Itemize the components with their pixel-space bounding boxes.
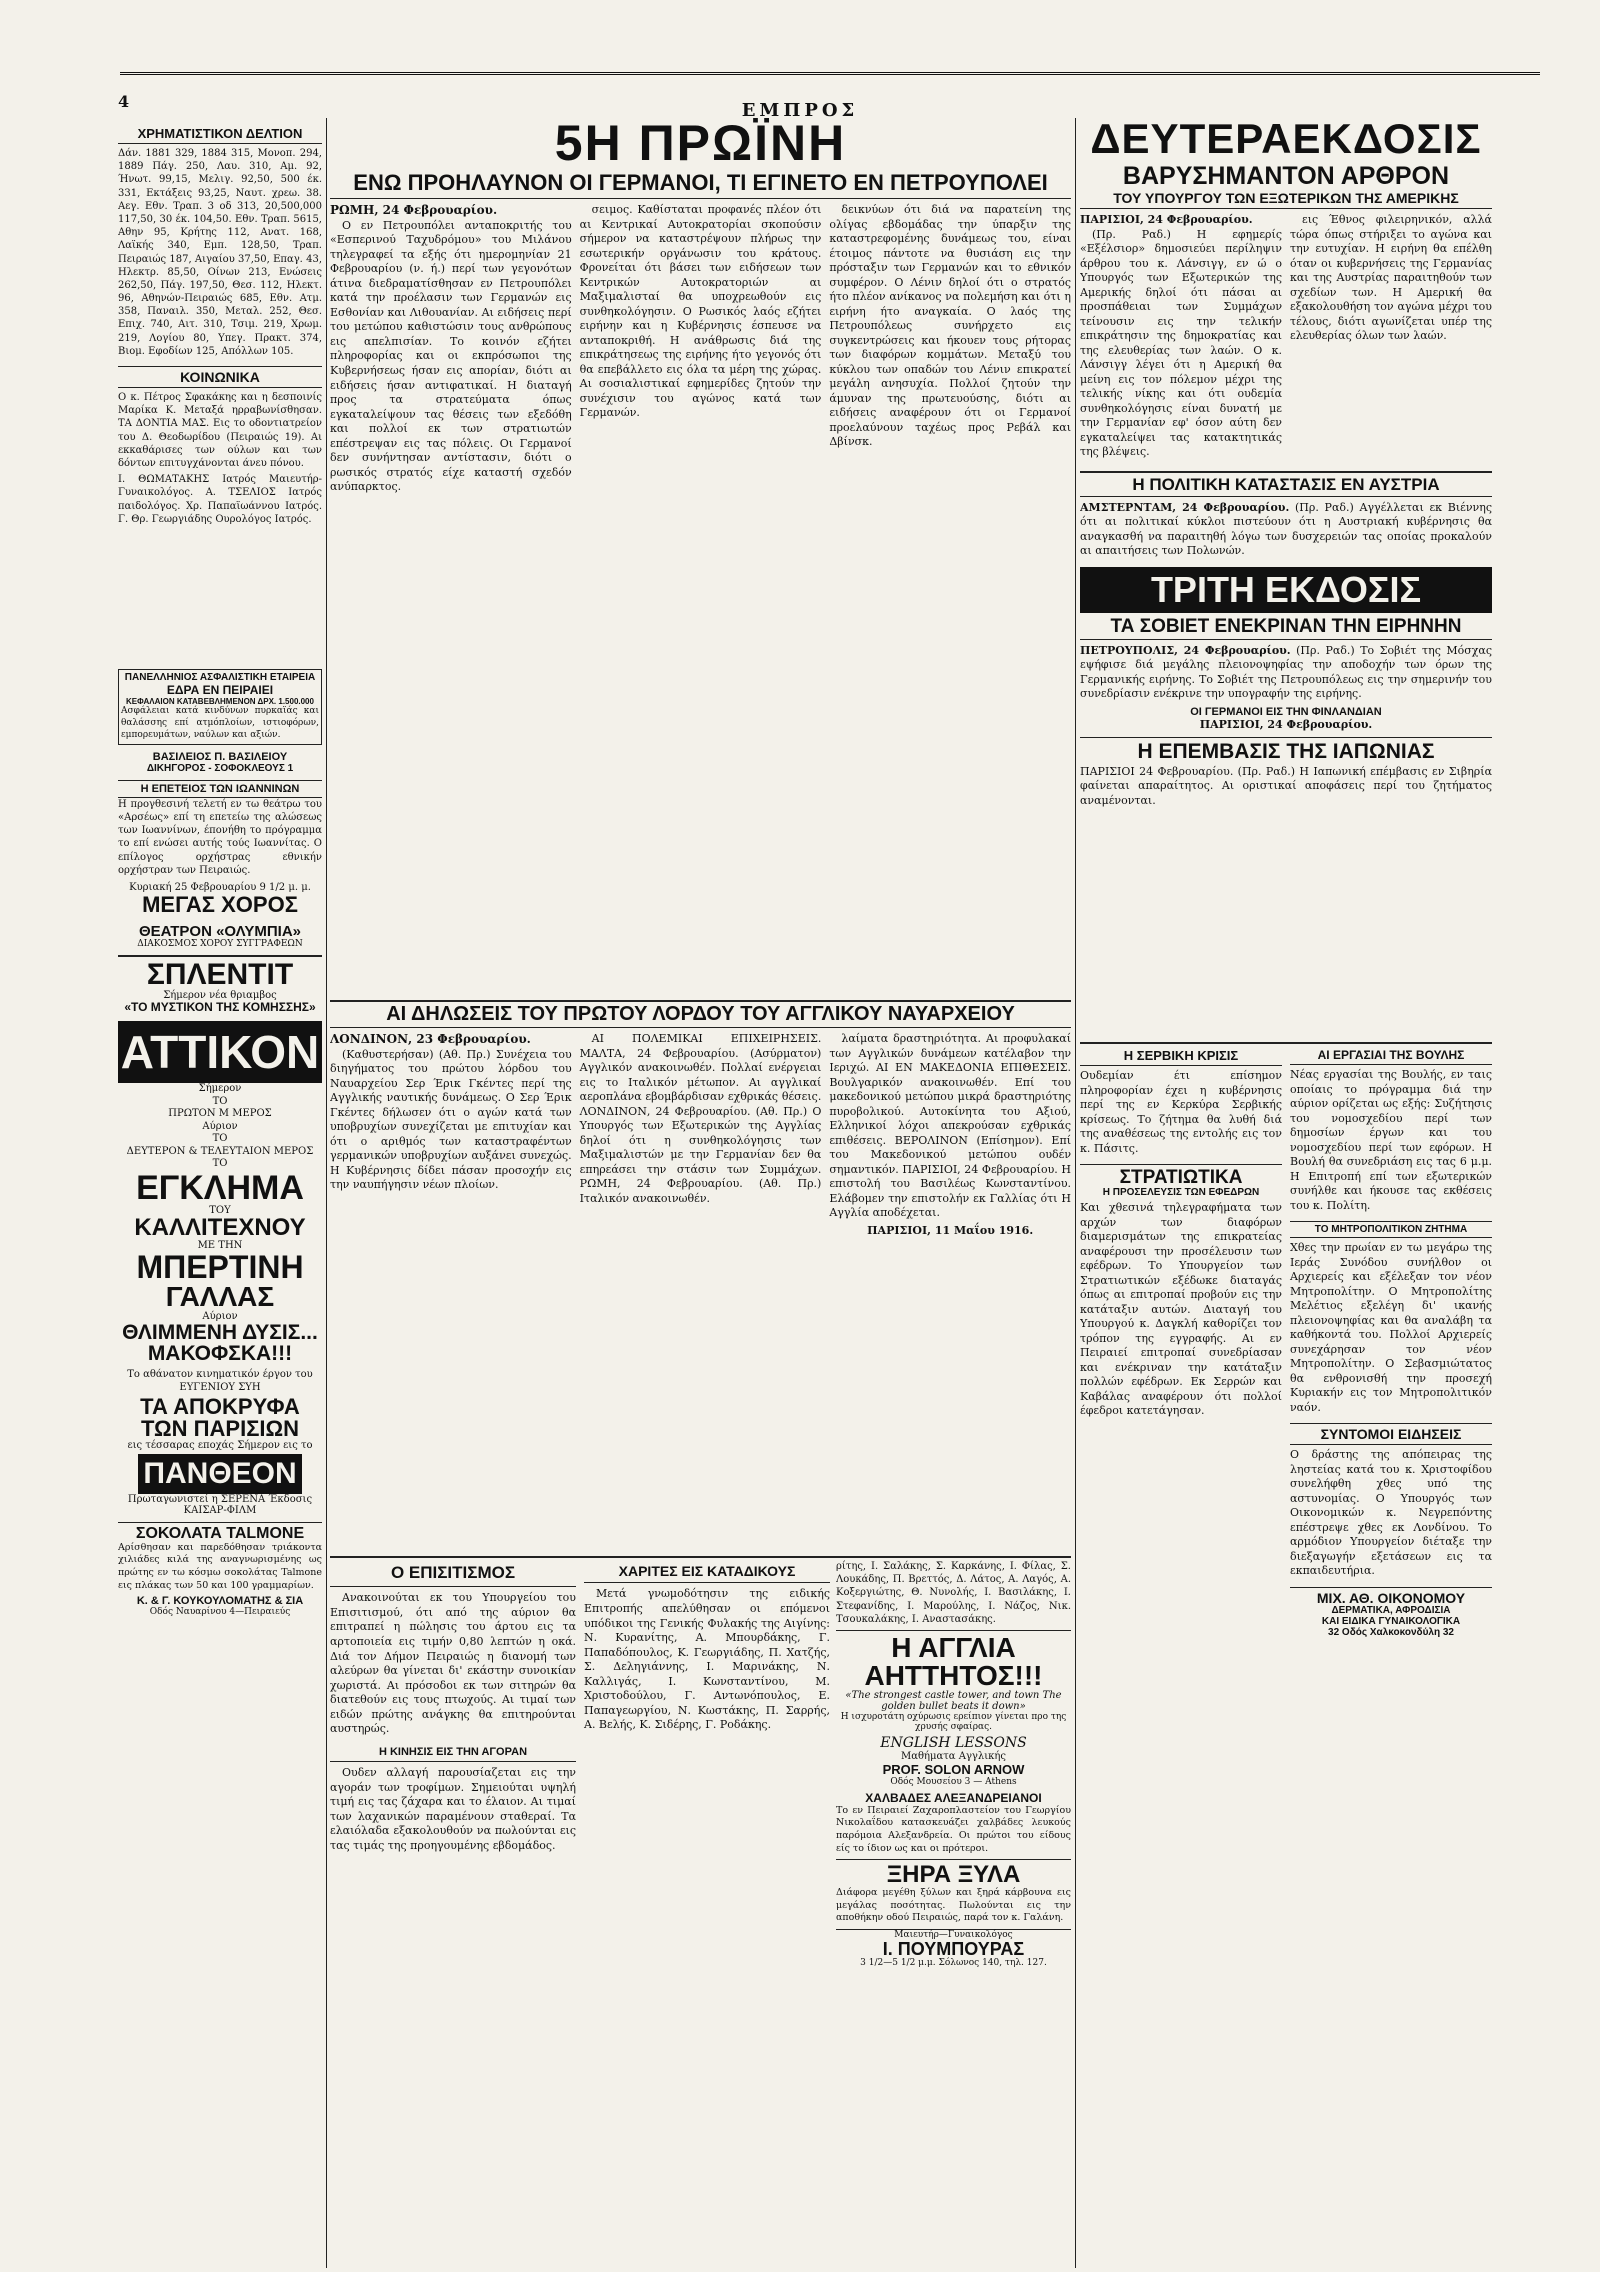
soviet-body xyxy=(1080,644,1492,702)
article-headline-2: ΤΟΥ ΥΠΟΥΡΓΟΥ ΤΩΝ ΕΞΩΤΕΡΙΚΩΝ ΤΗΣ ΑΜΕΡΙΚΗΣ xyxy=(1080,191,1492,209)
navy-paragraph: (Καθυστερήσαν) (Αθ. Πρ.) Συνέχεια του διηγήματος του πρώτου λόρδου του Ναυαρχείου Σερ Έρικ Γκέντες περί της Αγγλικής ναυτικής δυνάμεως. Ο Σερ Έρικ Γκέντες δήλωσεν ότι ο αγών κατά των υποβρυχίων συνεχίζεται με επιτυχίαν και ότι ο αριθμός των καταστραφέντων γερμανικών υποβρυχίων αυξάνει συνεχώς. Η Κυβέρνησις δίδει πάσαν προσοχήν εις την ναυπήγησιν νέων πλοίων. xyxy=(330,1047,572,1192)
military-text: Και χθεσινά τηλεγραφήματα των αρχών των διαφόρων διαμερισμάτων της επικρατείας αναφέρουσι την προσέλευσιν των εφέδρων. Το Υπουργείον των Στρατιωτικών εξέδωκε διαταγάς όπως αι επιτροπαί προβούν εις την κατάταξιν αυτών. Διαταγή του Υπουργού κ. Δαγκλή καθορίζει τον τρόπον της εγγραφής. Αι εν Πειραιεί επιτροπαί συνεδρίασαν και ενέκριναν την κατάταξιν πολλών εφέδρων. Εκ Σερρών και Καβάλας αναφέρουν ότι πολλοί έφεδροι κατετάγησαν. xyxy=(1080,1201,1282,1418)
lawyer-ad xyxy=(118,751,322,774)
austria-body xyxy=(1080,501,1492,559)
article-dateline: ΡΩΜΗ, 24 Φεβρουαρίου. xyxy=(330,203,498,217)
tomorrow: Αύριον xyxy=(202,1310,238,1322)
navy-col-2 xyxy=(580,1032,822,1238)
supply-title: Ο ΕΠΙΣΙΤΙΣΜΟΣ xyxy=(330,1560,576,1587)
charity-paragraph: Μετά γνωμοδότησιν της ειδικής Επιτροπής απελύθησαν οι επόμενοι υπόδικοι της Γενικής Φυλακής της Αιγίνης: Ν. Κυρανίτης, Α. Μπουρδάκης, Γ. Παπαδόπουλος, Κ. Γεωργιάδης, Π. Χατζής, Σ. Δεληγιάννης, Ι. Μαρινάκης, Ν. Καλλιγάς, Ι. Κωνσταντίνου, Μ. Χριστοδούλου, Γ. Αντωνόπουλος, Ε. Παπαγεωργίου, Ν. Κωστάκης, Π. Σαρρής, Α. Βελής, Κ. Σιδέρης, Γ. Ροδάκης. xyxy=(584,1587,830,1732)
navy-col-3 xyxy=(829,1032,1071,1238)
navy-article xyxy=(330,1004,1071,1552)
lawyer-name: ΒΑΣΙΛΕΙΟΣ Π. ΒΑΣΙΛΕΙΟΥ xyxy=(152,750,288,763)
parliament-title: ΑΙ ΕΡΓΑΣΙΑΙ ΤΗΣ ΒΟΥΛΗΣ xyxy=(1290,1046,1492,1065)
article-paragraph: δεικνύων ότι διά να παρατείνη της ολίγας εβδομάδας την ύπαρξιν της καταστρεφομένης δυνάμεως του, είναι έτοιμος πάντοτε να θυσιάση εις την πρόσταξιν των Γερμανών και το εθνικόν συμφέρον. Ο Λένιν δηλοί ότι ο στρατός ήτο πλέον ανίκανος να πολεμήση και ότι η ειρήνη ήτο αναγκαία. Ο λαός της Πετρουπόλεως συνήρχετο εις συγκεντρώσεις και ήκουεν τους ρήτορας των διαφόρων κομμάτων. Μεταξύ του κύκλου των οπαδών του Λένιν επικρατεί μεγάλη ανησυχία. Πολλοί ζητούν την άμυναν της πρωτευούσης, διότι αι ειδήσεις αναφέρουν ότι οι Γερμανοί προελαύνουν ταχέως προς Ρεβάλ και Δβίνσκ. xyxy=(829,203,1071,449)
section-rule xyxy=(1080,1042,1492,1044)
crime-title: ΕΓΚΛΗΜΑ xyxy=(136,1168,304,1207)
article-columns xyxy=(330,203,1071,498)
attikon-line: Σήμερον xyxy=(198,1083,242,1095)
navy-paragraph: ΑΙ ΠΟΛΕΜΙΚΑΙ ΕΠΙΧΕΙΡΗΣΕΙΣ. ΜΑΛΤΑ, 24 Φεβρουαρίου. (Ασύρματον) Αγγλικόν ανακοινωθέν. Πολλαί ενέργειαι εις το Ιταλικόν μέτωπον. Αι αγγλικαί αεροπλάνα εβομβάρδισαν εχθρικάς θέσεις. ΛΟΝΔΙΝΟΝ, 24 Φεβρουαρίου. (Αθ. Πρ.) Ο Υπουργός των Εξωτερικών της Αγγλίας δηλοί ότι η συνθηκολόγησις των Μαξιμαλιστών με την Γερμανίαν δεν θα επηρεάσει την στάσιν των Συμμάχων. ΡΩΜΗ, 24 Φεβρουαρίου. (Αθ. Πρ.) Ιταλικόν ανακοινωθέν. xyxy=(579,1032,822,1205)
england-title: Η ΑΓΓΛΙΑ ΑΗΤΤΗΤΟΣ!!! xyxy=(836,1630,1071,1690)
doctor-specialty: Μαιευτήρ—Γυναικολόγος xyxy=(836,1929,1071,1940)
splendid-title: ΣΠΛΕΝΤΙΤ xyxy=(118,955,322,990)
ioannina-text: Η προγθεσινή τελετή εν τω θεάτρω του «Αρσέως» επί τη επετείω της αλώσεως των Ιωαννίνων, έπονήθη το πρόγραμμα το επί ενώσει αυτής τούς Ιωαννίτας. Ο επίλογος ορχήστρας εθνικήν ορχήστραν των Πειραιώς. xyxy=(118,798,322,876)
section-rule xyxy=(330,1556,1071,1558)
article-paragraph: Ο εν Πετρουπόλει ανταποκριτής του «Εσπερινού Ταχυδρόμου» του Μιλάνου τηλεγραφεί τα εξής ότι ημερομηνίαν 21 Φεβρουαρίου (ν. ή.) περί των γεγονότων άτινα διεδραματίσθησαν εν Πετρουπόλει κατά την προέλασιν των Γερμανών εις Εσθονίαν και Λιθουανίαν. Αι ειδήσεις περί του μετώπου καθιστώσιν τους ανθρώπους εις απελπισίαν. Το κοινόν εζήτει πληροφορίας και οι εκπρόσωποι της Κυβερνήσεως ήσαν εις απορίαν, διότι αι ειδήσεις ήσαν αντιφατικαί. Η διαταγή προς τα στρατεύματα όπως εγκαταλείψουν τας θέσεις των εξεδόθη και πολλοί εκ των στρατιωτών επέστρεψαν εις τας πόλεις. Οι Γερμανοί δεν συνήντησαν αντίστασιν, διότι ο ρωσικός στρατός είχε καταστή σχεδόν ανύπαρκτος. xyxy=(330,218,572,494)
halva-title: ΧΑΛΒΑΔΕΣ ΑΛΕΞΑΝΔΡΕΙΑΝΟΙ xyxy=(865,1790,1042,1805)
attikon-title: ΑΤΤΙΚΟΝ xyxy=(118,1021,322,1083)
chocolate-address: Οδός Ναυαρίνου 4—Πειραιεύς xyxy=(149,1607,291,1618)
attikon-line: ΠΡΩΤΟΝ Μ ΜΕΡΟΣ xyxy=(168,1108,272,1120)
attikon-lines xyxy=(118,1083,322,1171)
dance-date: Κυριακή 25 Φεβρουαρίου 9 1/2 μ. μ. xyxy=(129,881,311,893)
serbia-text: Ουδεμίαν έτι επίσημον πληροφορίαν έχει η κυβέρνησις περί της εν Κερκύρα Σερβικής κρίσεως. Το ζήτημα θα λυθή διά της αναθέσεως της εντολής εις τον κ. Πάσιτς. xyxy=(1080,1069,1282,1155)
attikon-line: ΤΟ xyxy=(212,1095,228,1107)
paris-dateline: ΠΑΡΙΣΙΟΙ, 24 Φεβρουαρίου. xyxy=(1199,717,1373,731)
market-move-paragraph: Ουδεν αλλαγή παρουσίαζεται εις την αγοράν των τροφίμων. Σημειούται υψηλή τιμή εις τας ζάχαρα και το έλαιον. Αι τιμαί των λαχανικών παραμένουν σταθεραί. Τα ελαιόλαδα εξακολουθούν να πωλούνται εις τας τιμάς της προηγουμένης εβδομάδος. xyxy=(330,1766,576,1852)
right-top-section xyxy=(1080,118,1492,1038)
supply-section xyxy=(330,1560,830,2250)
supply-col-2 xyxy=(584,1560,830,1856)
attikon-line: ΔΕΥΤΕΡΟΝ & ΤΕΛΕΥΤΑΙΟΝ ΜΕΡΟΣ xyxy=(126,1145,314,1157)
crime-actress2: ΓΑΛΛΑΣ xyxy=(165,1280,275,1312)
soviet-headline: ΤΑ ΣΟΒΙΕΤ ΕΝΕΚΡΙΝΑΝ ΤΗΝ ΕΙΡΗΝΗΝ xyxy=(1080,617,1492,640)
lansing-dateline: ΠΑΡΙΣΙΟΙ, 24 Φεβρουαρίου. xyxy=(1080,213,1253,226)
masthead-rule xyxy=(120,72,1540,75)
market-title: ΧΡΗΜΑΤΙΣΤΙΚΟΝ ΔΕΛΤΙΟΝ xyxy=(118,124,322,144)
social-text: Ο κ. Πέτρος Σφακάκης και η δεσποινίς Μαρίκα Κ. Μεταξά ηρραβωνίσθησαν. ΤΑ ΔΟΝΤΙΑ ΜΑΣ. Εις το οδοντιατρείον του Δ. Θεοδωρίδου (Πειραιώς 19). Αι εκκαθάρισες των ούλων και των δόντων επιτυγχάνονται άνευ πόνου. xyxy=(118,392,322,469)
military-sub: Η ΠΡΟΣΕΛΕΥΣΙΣ ΤΩΝ ΕΦΕΔΡΩΝ xyxy=(1102,1187,1260,1199)
left-column xyxy=(118,124,322,2254)
serbia-title: Η ΣΕΡΒΙΚΗ ΚΡΙΣΙΣ xyxy=(1080,1046,1282,1066)
professor-name: PROF. SOLON ARNOW xyxy=(882,1761,1025,1777)
crime-artist: ΚΑΛΛΙΤΕΧΝΟΥ xyxy=(134,1213,306,1241)
doctor-name: Ι. ΠΟΥΜΠΟΥΡΑΣ xyxy=(882,1938,1025,1959)
right-bottom-col-1 xyxy=(1080,1046,1282,2250)
article-col-2 xyxy=(580,203,822,498)
chocolate-seller: Κ. & Γ. ΚΟΥΚΟΥΛΟΜΑΤΗΣ & ΣΙΑ xyxy=(136,1595,304,1608)
main-headline: ΕΝΩ ΠΡΟΗΛΑΥΝΟΝ ΟΙ ΓΕΡΜΑΝΟΙ, ΤΙ ΕΓΙΝΕΤΟ ΕΝ ΠΕΤΡΟΥΠΟΛΕΙ xyxy=(330,172,1071,199)
navy-columns xyxy=(330,1032,1071,1238)
third-edition-title: ΤΡΙΤΗ ΕΚΔΟΣΙΣ xyxy=(1080,567,1492,613)
market-text: Δάν. 1881 329, 1884 315, Μονοπ. 294, 1889 Πάγ. 250, Λαυ. 310, Αμ. 92, Ήνωτ. 99,15, Μελιγ. 92,50, 500 έκ. 331, Εκτάξεις 93,25, Ναυτ. χρεω. 38. Αεγ. Εθν. Τραπ. 3 οδ 313, 20,500,000 117,50, 30 έκ. 104,50. Εθν. Τραπ. 5615, Αθην 95, Κρήτης 112, Ανατ. 168, Λαϊκής 340, Εμπ. 128,50, Τραπ. Πειραιώς 187, Αιγαίου 37,50, Επαγ. 43, Ηλεκτρ. 85,50, Οίνων 213, Ενώσεις 262,50, Πάγ. 197,50, Θεσ. 112, Ηλεκτ. 96, Αθηνών-Πειραιώς 685, Εθν. Ατμ. 358, Παναιλ. 350, Μεταλ. 252, Θεσ. Επιχ. 740, Αιτ. 310, Τσιμ. 219, Χρωμ. 219, Λογίου 80, Υπεγ. Πρακτ. 374, Βιομ. Εφοδίων 125, Απόλλων 105. xyxy=(118,148,322,357)
page-number: 4 xyxy=(118,92,130,111)
supply-col-1 xyxy=(330,1560,576,1856)
theatre-olympia: ΘΕΑΤΡΟΝ «ΟΛΥΜΠΙΑ» xyxy=(138,923,302,941)
navy-headline: ΑΙ ΔΗΛΩΣΕΙΣ ΤΟΥ ΠΡΩΤΟΥ ΛΟΡΔΟΥ ΤΟΥ ΑΓΓΛΙΚΟΥ ΝΑΥΑΡΧΕΙΟΥ xyxy=(330,1004,1071,1028)
england-quote: Η ισχυροτάτη οχύρωσις ερείπιον γίνεται προ της χρυσής σφαίρας. xyxy=(840,1711,1067,1732)
doctor2-ad xyxy=(1290,1587,1492,1638)
theatre-olympia-sub: ΔΙΑΚΟΣΜΟΣ ΧΟΡΟΥ ΣΥΓΓΡΑΦΕΩΝ xyxy=(137,939,303,950)
attikon-line: ΤΟ xyxy=(212,1133,228,1145)
doctor2-specialty-2: ΚΑΙ ΕΙΔΙΚΑ ΓΥΝΑΙΚΟΛΟΓΙΚΑ xyxy=(1321,1615,1461,1627)
crime-actress: ΜΠΕΡΤΙΝΗ xyxy=(136,1248,304,1285)
charity-title: ΧΑΡΙΤΕΣ ΕΙΣ ΚΑΤΑΔΙΚΟΥΣ xyxy=(584,1560,830,1583)
masterpiece-text: Το αθάνατον κινηματικόν έργον του ΕΥΓΕΝΙΟΥ ΣΥΗ xyxy=(127,1368,313,1393)
metro-text: Χθες την πρωίαν εν τω μεγάρω της Ιεράς Συνόδου συνήλθον οι Αρχιερείς και εξέλεξαν τον νέον Μητροπολίτην. Ο Μητροπολίτης Μελέτιος εξελέγη δι' ικανής πλειονοψηφίας και θα αναλάβη τα καθήκοντά του. Πολλοί Αρχιερείς συνεχάρησαν τον νέον Μητροπολίτην. Ο Σεβασμιώτατος θα ενθρονισθή την προσεχή Κυριακήν εις τον Μητροπολιτικόν ναόν. xyxy=(1290,1241,1492,1414)
austria-dateline: ΑΜΣΤΕΡΝΤΑΜ, 24 Φεβρουαρίου. xyxy=(1080,500,1290,514)
secrets-sub: εις τέσσαρας εποχάς Σήμερον εις το xyxy=(127,1439,313,1451)
wood-title: ΞΗΡΑ ΞΥΛΑ xyxy=(836,1859,1071,1887)
makofska: ΜΑΚΟΦΣΚΑ!!! xyxy=(147,1341,293,1365)
right-bottom-section xyxy=(1080,1046,1492,2250)
chocolate-text: Αρίσθησαν και παρεδόθησαν τριάκοντα χιλιάδες κιλά της αναγνωρισμένης ως πρώτης εν τω κόσμω σοκολάτας Talmone εις πλάκας των 50 και 100 γραμμαρίων. xyxy=(118,1541,322,1591)
article-headline-1: ΒΑΡΥΣΗΜΑΝΤΟΝ ΑΡΘΡΟΝ xyxy=(1122,162,1450,190)
insurance-text: Ασφάλειαι κατά κινδύνων πυρκαϊάς και θαλάσσης επί ατμόπλοίων, ιστιοφόρων, εμπορευμάτων, ναύλων και αξιών. xyxy=(121,706,319,740)
finland-title: ΟΙ ΓΕΡΜΑΝΟΙ ΕΙΣ ΤΗΝ ΦΙΝΛΑΝΔΙΑΝ xyxy=(1190,705,1382,718)
sunset-title: ΘΛΙΜΜΕΝΗ ΔΥΣΙΣ... xyxy=(122,1320,318,1344)
wood-text: Διάφορα μεγέθη ξύλων και ξηρά κάρβουνα εις μεγάλας ποσότητας. Πωλούνται εις την αποθήκην οδού Πειραιώς, παρά τον κ. Γαλάνη. xyxy=(836,1887,1071,1924)
crime-with: ΜΕ ΤΗΝ xyxy=(197,1239,243,1251)
japan-title: Η ΕΠΕΜΒΑΣΙΣ ΤΗΣ ΙΑΠΩΝΙΑΣ xyxy=(1080,737,1492,762)
pantheon-sub: Πρωταγωνιστεί η ΣΕΡΕΝΑ Έκδοσις ΚΑΙΣΑΡ-ΦΙΛΜ xyxy=(127,1493,313,1516)
english-lessons: ENGLISH LESSONS xyxy=(880,1734,1027,1751)
lansing-paragraph: (Πρ. Ραδ.) Η εφημερίς «Εξέλσιορ» δημοσιεύει περίληψιν άρθρου του κ. Λάνσιγγ, εν ώ ο Υπουργός των Εξωτερικών της Αμερικής δηλοί ότι πάσαι αι προσπάθειαι των Συμμάχων τείνουσιν εις την τελικήν επικράτησιν της δημοκρατίας και της ελευθερίας των λαών. Ο κ. Λάνσιγγ λέγει ότι η Αμερική θα μείνη εις τον πόλεμον μέχρι της τελικής νίκης και ότι ουδεμία συνθηκολόγησις είναι δυνατή με την Γερμανίαν εφ' όσον αύτη δεν εγκαταλείψει τας κατακτητικάς της βλέψεις. xyxy=(1080,227,1282,459)
masthead-title: ΕΜΠΡΟΣ xyxy=(741,100,859,121)
center-top-article xyxy=(330,118,1071,998)
military-title: ΣΤΡΑΤΙΩΤΙΚΑ xyxy=(1080,1164,1282,1187)
doctor2-name: ΜΙΧ. ΑΘ. ΟΙΚΟΝΟΜΟΥ xyxy=(1316,1589,1466,1606)
splendid-sub: Σήμερον νέα θριαμβος xyxy=(163,990,277,1002)
attikon-line: ΤΟ xyxy=(212,1158,228,1170)
lawyer-title: ΔΙΚΗΓΟΡΟΣ - ΣΟΦΟΚΛΕΟΥΣ 1 xyxy=(146,762,294,774)
english-sub: Μαθήματα Αγγλικής xyxy=(901,1750,1006,1762)
secrets-title: ΤΑ ΑΠΟΚΡΥΦΑ ΤΩΝ ΠΑΡΙΣΙΩΝ xyxy=(140,1393,300,1441)
navy-dateline: ΛΟΝΔΙΝΟΝ, 23 Φεβρουαρίου. xyxy=(330,1032,531,1046)
halva-text: Το εν Πειραιεί Ζαχαροπλαστείον του Γεωργίου Νικολαΐδου κατασκευάζει χαλβάδες λευκούς παρόμοια Αλεξανδρεία. Οι πρώτοι του είδους είς το ίδιον ως και οι πρότεροι. xyxy=(836,1804,1071,1854)
soviet-text: (Πρ. Ραδ.) Το Σοβιέτ της Μόσχας εψήφισε διά μεγάλης πλειονοψηφίας την αποδοχήν των όρων της Γερμανικής ειρήνης. Το Σοβιέτ της Πετρουπόλεως εις την σημερινήν του συνεδρίασιν ενέκρινε την υπογραφήν της ειρήνης. xyxy=(1080,643,1492,701)
second-edition-title: ΔΕΥΤΕΡΑΕΚΔΟΣΙΣ xyxy=(1090,118,1482,162)
insurance-ad xyxy=(118,669,322,745)
insurance-title: ΠΑΝΕΛΛΗΝΙΟΣ ΑΣΦΑΛΙΣΤΙΚΗ ΕΤΑΙΡΕΙΑ xyxy=(124,672,316,684)
article-paragraph: σειμος. Καθίσταται προφανές πλέον ότι αι Κεντρικαί Αυτοκρατορίαι σκοπούσιν σήμερον να καταστρέψουν πλήρως την εσωτερικήν οργάνωσιν του κράτους. Φρονείται ότι βάσει των ειδήσεων των Κεντρικών Αυτοκρατοριών αι Μαξιμαλισταί θα υποχρεωθούν εις συνθηκολόγησιν. Ο Ρωσικός λαός εζήτει ειρήνην και η Κυβέρνησις έσπευσε να ανταποκριθή. Η ανάθρωσις διά της επικράτησεως της ειρήνης ήτο γεγονός ότι θα επεβάλλετο εις όλα τα μέρη της χώρας. Αι σοσιαλιστικαί εφημερίδες ζητούν την συνέχισιν του αγώνος κατά των Γερμανών. xyxy=(579,203,822,420)
doctor-address: 3 1/2—5 1/2 μ.μ. Σόλωνος 140, τηλ. 127. xyxy=(860,1957,1047,1968)
doctor2-specialty: ΔΕΡΜΑΤΙΚΑ, ΑΦΡΟΔΙΣΙΑ xyxy=(1331,1604,1451,1616)
names-list: ρίτης, Ι. Σαλάκης, Σ. Καρκάνης, Ι. Φίλας, Σ. Λουκάδης, Π. Βρεττός, Δ. Λάτος, Α. Λαγός, Α. Κοξεργιώτης, Θ. Νυνολής, Ι. Βασιλάκης, Ι. Στεφανίδης, Ι. Μαρούλης, Ι. Νάζος, Νικ. Τσουκαλάκης, Ι. Αναστασάκης. xyxy=(836,1561,1071,1625)
metro-title: ΤΟ ΜΗΤΡΟΠΟΛΙΤΙΚΟΝ ΖΗΤΗΜΑ xyxy=(1290,1221,1492,1238)
brief-text: Ο δράστης της απόπειρας της ληστείας κατά του κ. Χριστοφίδου συνελήφθη χθες υπό της αστυνομίας. Ο Υπουργός των Οικονομικών κ. Νεγρεπόντης επέστρεψε χθες εκ Λονδίνου. Το αρμόδιον Υπουργείον διέταξε την διεξαγωγήν εξετάσεων εις τα εκπαιδευτήρια. xyxy=(1290,1448,1492,1578)
soviet-dateline: ΠΕΤΡΟΥΠΟΛΙΣ, 24 Φεβρουαρίου. xyxy=(1080,643,1291,657)
doctors-text: Ι. ΘΩΜΑΤΑΚΗΣ Ιατρός Μαιευτήρ-Γυναικολόγος. Α. ΤΣΕΛΙΟΣ Ιατρός παιδολόγος. Χρ. Παπαϊωάννου Ιατρός. Γ. Θρ. Γεωργιάδης Ουρολόγος Ιατρός. xyxy=(118,474,322,525)
england-sub: «The strongest castle tower, and town The golden bullet beats it down» xyxy=(845,1689,1062,1712)
market-move-title: Η ΚΙΝΗΣΙΣ ΕΙΣ ΤΗΝ ΑΓΟΡΑΝ xyxy=(330,1743,576,1763)
doctor2-address: 32 Οδός Χαλκοκονδύλη 32 xyxy=(1328,1626,1454,1638)
austria-title: Η ΠΟΛΙΤΙΚΗ ΚΑΤΑΣΤΑΣΙΣ ΕΝ ΑΥΣΤΡΙΑ xyxy=(1080,471,1492,497)
section-rule xyxy=(330,1000,1071,1002)
right-bottom-col-2 xyxy=(1290,1046,1492,2250)
column-rule xyxy=(326,118,327,2268)
japan-text: ΠΑΡΙΣΙΟΙ 24 Φεβρουαρίου. (Πρ. Ραδ.) Η Ιαπωνική επέμβασις εν Σιβηρία φαίνεται απαραίτητος. Αι οριστικαί αποφάσεις περί του ζητήματος αναμένονται. xyxy=(1080,764,1492,807)
professor-address: Οδός Μουσείου 3 — Athens xyxy=(890,1776,1017,1787)
paris-date: ΠΑΡΙΣΙΟΙ, 11 Μαΐου 1916. xyxy=(867,1223,1034,1237)
supply-paragraph: Ανακοινούται εκ του Υπουργείου του Επισιτισμού, ότι από της αύριον θα επιτραπεί η πώλησις του άρτου εις τα αρτοποιεία εις τιμήν 0,80 λεπτών η οκά. Διά τον Δήμον Πειραιώς η διανομή των αλεύρων θα γίνεται δι' εκάστην συνοικίαν χωριστά. Αι πρόσοδοι εκ των σιτηρών θα διατεθούν εις τους πτωχούς. Αι τιμαί των ειδών πρώτης ανάγκης θα επιτηρούνται αυστηρώς. xyxy=(330,1591,576,1736)
article-col-1 xyxy=(330,203,572,498)
austria-text: (Πρ. Ραδ.) Αγγέλλεται εκ Βιέννης ότι αι πολιτικαί κύκλοι πιστεύουν ότι η Αυστριακή κυβέρνησις θα αναγκασθή να παραιτηθή λόγω των δυσχερειών τας οποίας προκαλούν αι απαιτήσεις των Πολωνών. xyxy=(1080,500,1492,558)
splendid-play: «ΤΟ ΜΥΣΤΙΚΟΝ ΤΗΣ ΚΟΜΗΣΣΗΣ» xyxy=(124,1000,316,1015)
crime-of: ΤΟΥ xyxy=(209,1204,231,1216)
chocolate-title: ΣΟΚΟΛΑΤΑ TALMONE xyxy=(118,1522,322,1542)
attikon-line: Αύριον xyxy=(202,1120,238,1132)
insurance-sub: ΕΔΡΑ ΕΝ ΠΕΙΡΑΙΕΙ xyxy=(166,683,274,698)
parliament-text: Νέας εργασίαι της Βουλής, εν ταις οποίαις το πρόγραμμα διά την αύριον ορίζεται ως εξής: Συζήτησις του νομοσχεδίου περί των δημοσίων έργων και του νομοσχεδίου περί των εφόρων. Η Βουλή θα συνεδριάση εις τας 6 μ.μ. Η Επιτροπή επί των εξωτερικών συνήλθε και ήκουσε τας εκθέσεις του κ. Πολίτη. xyxy=(1290,1068,1492,1212)
insurance-capital: ΚΕΦΑΛΑΙΟΝ ΚΑΤΑΒΕΒΛΗΜΕΝΟΝ ΔΡΧ. 1.500.000 xyxy=(126,697,314,707)
column-rule xyxy=(1075,118,1076,2268)
article-col-3 xyxy=(829,203,1071,498)
brief-title: ΣΥΝΤΟΜΟΙ ΕΙΔΗΣΕΙΣ xyxy=(1290,1423,1492,1445)
lansing-col-1 xyxy=(1080,213,1282,463)
navy-col-1 xyxy=(330,1032,572,1238)
dance-title: ΜΕΓΑΣ ΧΟΡΟΣ xyxy=(142,892,298,918)
ioannina-title: Η ΕΠΕΤΕΙΟΣ ΤΩΝ ΙΩΑΝΝΙΝΩΝ xyxy=(118,780,322,798)
lansing-col-2 xyxy=(1290,213,1492,463)
navy-paragraph: λαίματα δραστηριότητα. Αι προφυλακαί των Αγγλικών δυνάμεων κατέλαβον την Ιεριχώ. ΑΙ ΕΝ ΜΑΚΕΔΟΝΙΑ ΕΠΙΘΕΣΕΙΣ. Βουλγαρικόν ανακοινωθέν. Επί του μακεδονικού μετώπου μικρά δραστηριότης πυροβολικού. Αυτοκίνητα του Αξιού, Ελληνικοί λόχοι απεκρούσαν εχθρικάς επιθέσεις. ΒΕΡΟΛΙΝΟΝ (Επίσημον). Επί του Μακεδονικού μετώπου ουδέν σημαντικόν. ΠΑΡΙΣΙΟΙ, 24 Φεβρουαρίου. Η επιστολή του Βασιλέως Κωνσταντίνου. Ελάβομεν την επιστολήν εκ Γαλλίας ότι Η Αγγλία αποδέχεται. xyxy=(829,1032,1071,1220)
social-title: ΚΟΙΝΩΝΙΚΑ xyxy=(118,366,322,388)
pantheon-title: ΠΑΝΘΕΟΝ xyxy=(138,1454,302,1494)
edition-title: 5Η ΠΡΩΪΝΗ xyxy=(554,118,847,171)
bottom-ads xyxy=(836,1560,1071,2250)
lansing-paragraph: εις Έθνος φιλειρηνικόν, αλλά τώρα όπως στήριξει το αγώνα και την ευτυχίαν. Η ειρήνη θα επέλθη όταν οι κυβερνήσεις της Γερμανίας και της Αυστρίας παραιτηθούν των σχεδίων των. Η Αμερική θα εξακολουθήση τον αγώνα μέχρι του τέλους, διότι αγωνίζεται υπέρ της ελευθερίας όλων των λαών. xyxy=(1290,213,1492,343)
